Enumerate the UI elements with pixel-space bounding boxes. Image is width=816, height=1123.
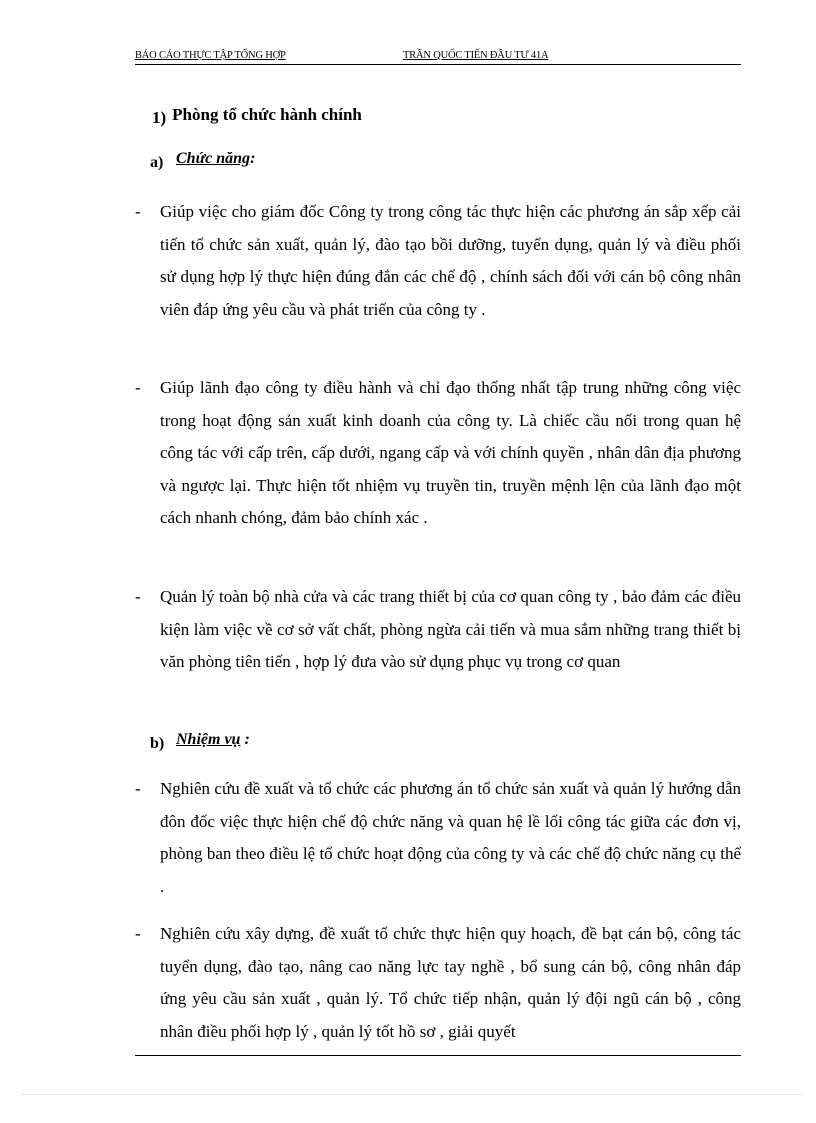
- bullet-dash: -: [135, 924, 141, 943]
- paragraph: Nghiên cứu xây dựng, đề xuất tổ chức thực hiện quy hoạch, đề bạt cán bộ, công tác tuyển dụng, đào tạo, nâng cao năng lực tay nghề , bổ sung cán bộ, công nhân đáp ứng yêu cầu sản xuất , quản lý. Tổ chức tiếp nhận, quản lý đội ngũ cán bộ , công nhân điều phối hợp lý , quản lý tốt hồ sơ , giải quyết: [160, 924, 741, 1041]
- subsection-heading-duties: [150, 731, 250, 752]
- page-header: [135, 46, 741, 65]
- paragraph: Giúp lãnh đạo công ty điều hành và chỉ đạo thống nhất tập trung những công việc trong hoạt động sản xuất kinh doanh của công ty. Là chiếc cầu nối trong quan hệ công tác với cấp trên, cấp dưới, ngang cấp và với chính quyền , nhân dân địa phương và ngược lại. Thực hiện tốt nhiệm vụ truyền tin, truyền mệnh lện của lãnh đạo một cách nhanh chóng, đảm bảo chính xác .: [160, 378, 741, 527]
- header-author: TRẦN QUỐC TIẾN ĐẦU TƯ 41A: [403, 50, 549, 61]
- paragraph: Nghiên cứu đề xuất và tổ chức các phương án tổ chức sản xuất và quản lý hướng dẫn đôn đốc việc thực hiện chế độ chức năng và quan hệ lề lối công tác giữa các đơn vị, phòng ban theo điều lệ tổ chức hoạt động của công ty và các chế độ chức năng cụ thể .: [160, 779, 741, 896]
- paragraph: Quản lý toàn bộ nhà cửa và các trang thiết bị của cơ quan công ty , bảo đảm các điều kiện làm việc về cơ sở vất chất, phòng ngừa cải tiến và mua sắm những trang thiết bị văn phòng tiên tiến , hợp lý đưa vào sử dụng phục vụ trong cơ quan: [160, 587, 741, 671]
- section-number: 1): [152, 108, 167, 127]
- subsection-title: Chức năng: [176, 150, 251, 167]
- page-boundary-divider: [22, 1094, 802, 1095]
- subsection-colon: :: [250, 150, 256, 167]
- bullet-dash: -: [135, 587, 141, 606]
- footer-rule: [135, 1055, 741, 1056]
- paragraph: Giúp việc cho giám đốc Công ty trong công tác thực hiện các phương án sắp xếp cải tiến tổ chức sản xuất, quản lý, đào tạo bồi dưỡng, tuyển dụng, quản lý và điều phối sử dụng hợp lý thực hiện đúng đắn các chế độ , chính sách đối với cán bộ công nhân viên đáp ứng yêu cầu và phát triển của công ty .: [160, 202, 741, 319]
- subsection-colon: :: [240, 731, 250, 748]
- bullet-dash: -: [135, 779, 141, 798]
- bullet-dash: -: [135, 202, 141, 221]
- bullet-dash: -: [135, 378, 141, 397]
- section-heading: [152, 105, 362, 125]
- subsection-title: Nhiệm vụ: [176, 731, 241, 748]
- subsection-heading-functions: [150, 150, 256, 171]
- subsection-label: b): [150, 735, 165, 752]
- section-title: Phòng tổ chức hành chính: [172, 105, 362, 124]
- header-report-title: BÁO CÁO THỰC TẬP TỔNG HỢP: [135, 50, 286, 61]
- subsection-label: a): [150, 154, 164, 171]
